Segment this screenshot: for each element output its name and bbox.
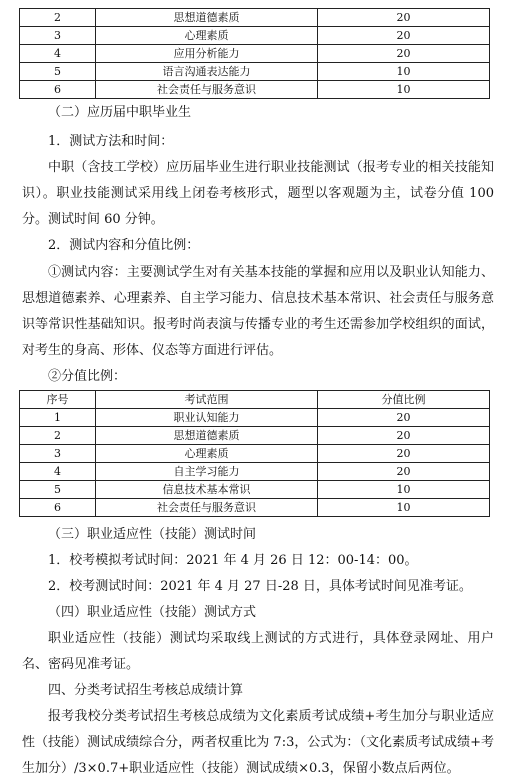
table-row <box>20 409 490 427</box>
table-row <box>20 9 490 27</box>
table-row <box>20 445 490 463</box>
cell-scope: 心理素质 <box>96 445 318 463</box>
table-header-row <box>20 391 490 409</box>
section-heading-graduates: （二）应历届中职毕业生 <box>48 105 192 120</box>
table-row <box>20 481 490 499</box>
cell-index: 5 <box>20 63 96 81</box>
paragraph-test-content: ①测试内容：主要测试学生对有关基本技能的掌握和应用以及职业认知能力、思想道德素养、心理素养、自主学习能力、信息技术基本常识、社会责任与服务意识等常识性基础知识。报考时尚表演与传播专业的考生还需参加学校组织的面试，对考生的身高、形体、仪态等方面进行评估。 <box>22 265 494 358</box>
table-row <box>20 45 490 63</box>
cell-scope: 信息技术基本常识 <box>96 481 318 499</box>
cell-score: 10 <box>318 499 490 517</box>
item-mock-exam-time: 1．校考模拟考试时间：2021 年 4 月 26 日 12：00-14：00。 <box>48 553 418 568</box>
cell-score: 20 <box>318 427 490 445</box>
header-index: 序号 <box>20 391 96 409</box>
cell-index: 2 <box>20 9 96 27</box>
paragraph-test-method-online: 职业适应性（技能）测试均采取线上测试的方式进行，具体登录网址、用户名、密码见准考证。 <box>22 631 494 672</box>
cell-index: 5 <box>20 481 96 499</box>
part-heading-total-score: 四、分类考试招生考核总成绩计算 <box>48 683 244 698</box>
cell-score: 20 <box>318 9 490 27</box>
header-score: 分值比例 <box>318 391 490 409</box>
table-row <box>20 81 490 99</box>
cell-score: 20 <box>318 409 490 427</box>
cell-score: 10 <box>318 63 490 81</box>
header-scope: 考试范围 <box>96 391 318 409</box>
cell-scope: 自主学习能力 <box>96 463 318 481</box>
cell-scope: 思想道德素质 <box>96 9 318 27</box>
cell-scope: 应用分析能力 <box>96 45 318 63</box>
paragraph-total-score: 报考我校分类考试招生考核总成绩为文化素质考试成绩+考生加分与职业适应性（技能）测试成绩综合分，两者权重比为 7:3，公式为：（文化素质考试成绩+考生加分）/3×0.7+职业适应性（技能）测试成绩×0.3，保留小数点后两位。 <box>22 709 494 776</box>
cell-score: 10 <box>318 81 490 99</box>
item-score-ratio: ②分值比例： <box>48 369 127 384</box>
cell-score: 20 <box>318 27 490 45</box>
section-heading-test-method: （四）职业适应性（技能）测试方式 <box>48 605 257 620</box>
score-table-top <box>19 8 490 99</box>
cell-scope: 思想道德素质 <box>96 427 318 445</box>
cell-index: 6 <box>20 499 96 517</box>
table-row <box>20 499 490 517</box>
cell-index: 6 <box>20 81 96 99</box>
table-row <box>20 427 490 445</box>
cell-scope: 社会责任与服务意识 <box>96 81 318 99</box>
score-table-ratio <box>19 390 490 517</box>
table-row <box>20 463 490 481</box>
section-heading-test-time: （三）职业适应性（技能）测试时间 <box>48 527 257 542</box>
item-test-method: 1．测试方法和时间： <box>48 134 174 149</box>
item-test-content: 2．测试内容和分值比例： <box>48 238 200 253</box>
cell-index: 1 <box>20 409 96 427</box>
cell-index: 2 <box>20 427 96 445</box>
cell-score: 10 <box>318 481 490 499</box>
cell-index: 4 <box>20 463 96 481</box>
cell-score: 20 <box>318 445 490 463</box>
cell-scope: 社会责任与服务意识 <box>96 499 318 517</box>
item-exam-time: 2．校考测试时间：2021 年 4 月 27 日-28 日，具体考试时间见准考证。 <box>48 579 472 594</box>
cell-score: 20 <box>318 45 490 63</box>
cell-index: 4 <box>20 45 96 63</box>
cell-score: 20 <box>318 463 490 481</box>
cell-scope: 职业认知能力 <box>96 409 318 427</box>
table-row <box>20 27 490 45</box>
paragraph-test-method: 中职（含技工学校）应历届毕业生进行职业技能测试（报考专业的相关技能知识）。职业技能测试采用线上闭卷考核形式，题型以客观题为主，试卷分值 100 分。测试时间 60 分钟。 <box>22 160 494 227</box>
cell-index: 3 <box>20 27 96 45</box>
table-row <box>20 63 490 81</box>
cell-scope: 心理素质 <box>96 27 318 45</box>
cell-index: 3 <box>20 445 96 463</box>
cell-scope: 语言沟通表达能力 <box>96 63 318 81</box>
